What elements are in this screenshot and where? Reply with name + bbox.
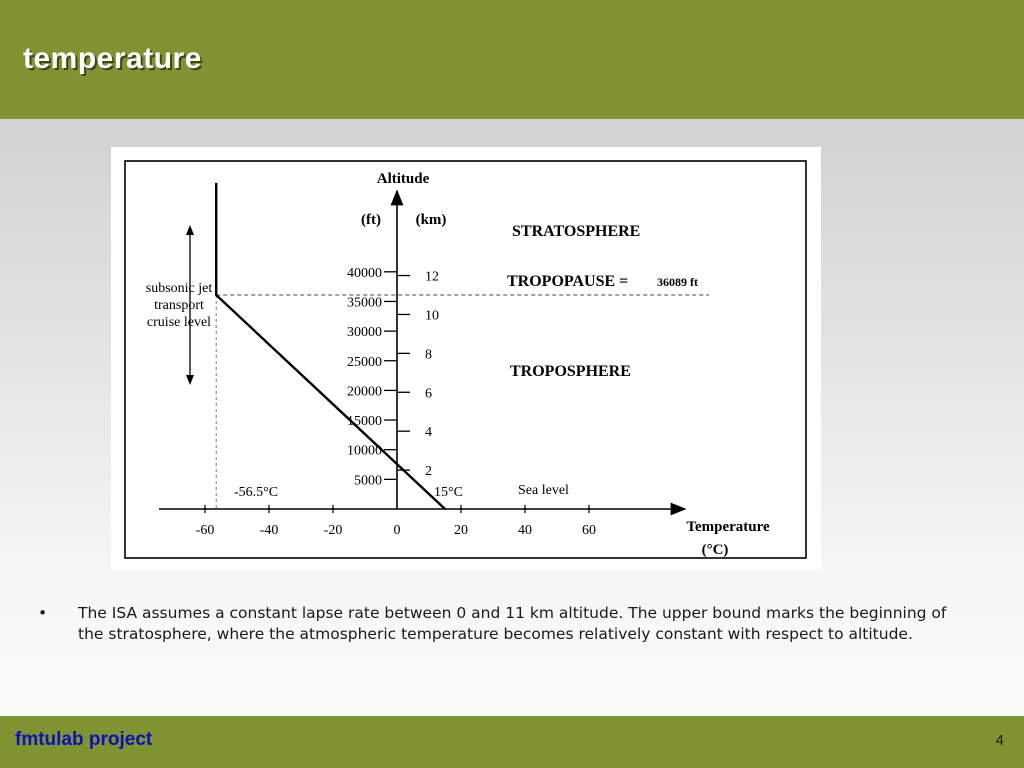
ft-tick-label: 35000 <box>347 295 382 311</box>
ft-tick-label: 40000 <box>347 265 382 281</box>
arrow-up-icon <box>186 225 194 235</box>
x-axis-label-line2: (°C) <box>701 542 729 558</box>
chart-title: Altitude <box>376 171 430 187</box>
km-tick-label: 2 <box>425 464 432 480</box>
km-tick-label: 6 <box>425 386 432 402</box>
x-tick-label: 20 <box>454 523 468 538</box>
arrow-down-icon <box>186 375 194 385</box>
bullet-dot-icon: • <box>38 604 48 622</box>
y-axis-label-ft: (ft) <box>361 212 381 228</box>
cruise-label-line1: subsonic jet <box>145 281 213 296</box>
x-tick-label: -60 <box>195 523 215 538</box>
bullet-list <box>38 603 958 645</box>
ft-tick-label: 10000 <box>347 443 382 459</box>
isa-temperature-line <box>216 183 445 509</box>
ft-tick-label: 5000 <box>354 473 382 489</box>
ft-tick-label: 30000 <box>347 325 382 341</box>
tropopause-value: 36089 ft <box>657 275 698 289</box>
temp-min-label: -56.5°C <box>234 485 279 500</box>
footer-project-name: fmtulab project <box>15 729 153 750</box>
ft-tick-label: 15000 <box>347 414 382 430</box>
x-tick-label: -20 <box>323 523 343 538</box>
isa-chart-figure <box>111 147 821 570</box>
bullet-text: The ISA assumes a constant lapse rate between 0 and 11 km altitude. The upper bound marks the beginning of the stratosphere, where the atmospheric temperature becomes relatively constant with respect to altitude. <box>78 604 947 643</box>
footer-bar <box>0 716 1024 768</box>
km-tick-label: 10 <box>425 308 439 324</box>
chart-frame <box>125 161 806 558</box>
slide-title: temperature <box>23 42 202 75</box>
x-tick-label: 0 <box>393 523 401 538</box>
x-tick-label: -40 <box>259 523 279 538</box>
x-tick-label: 60 <box>582 523 596 538</box>
ft-tick-label: 25000 <box>347 354 382 370</box>
cruise-label-line2: transport <box>154 298 204 313</box>
troposphere-label: TROPOSPHERE <box>510 363 631 380</box>
km-tick-label: 8 <box>425 347 432 363</box>
km-tick-label: 12 <box>425 269 439 285</box>
stratosphere-label: STRATOSPHERE <box>512 223 641 240</box>
tropopause-label: TROPOPAUSE = <box>507 273 629 290</box>
temp-sea-label: 15°C <box>434 485 463 500</box>
cruise-label-line3: cruise level <box>146 315 212 330</box>
ft-tick-label: 20000 <box>347 384 382 400</box>
isa-temperature-chart <box>111 147 821 570</box>
km-tick-label: 4 <box>425 425 432 441</box>
x-axis-label-line1: Temperature <box>686 519 770 535</box>
y-axis-label-km: (km) <box>415 212 447 228</box>
sea-level-label: Sea level <box>518 483 569 498</box>
title-bar <box>0 0 1024 119</box>
page-number: 4 <box>995 732 1004 749</box>
x-tick-label: 40 <box>518 523 532 538</box>
